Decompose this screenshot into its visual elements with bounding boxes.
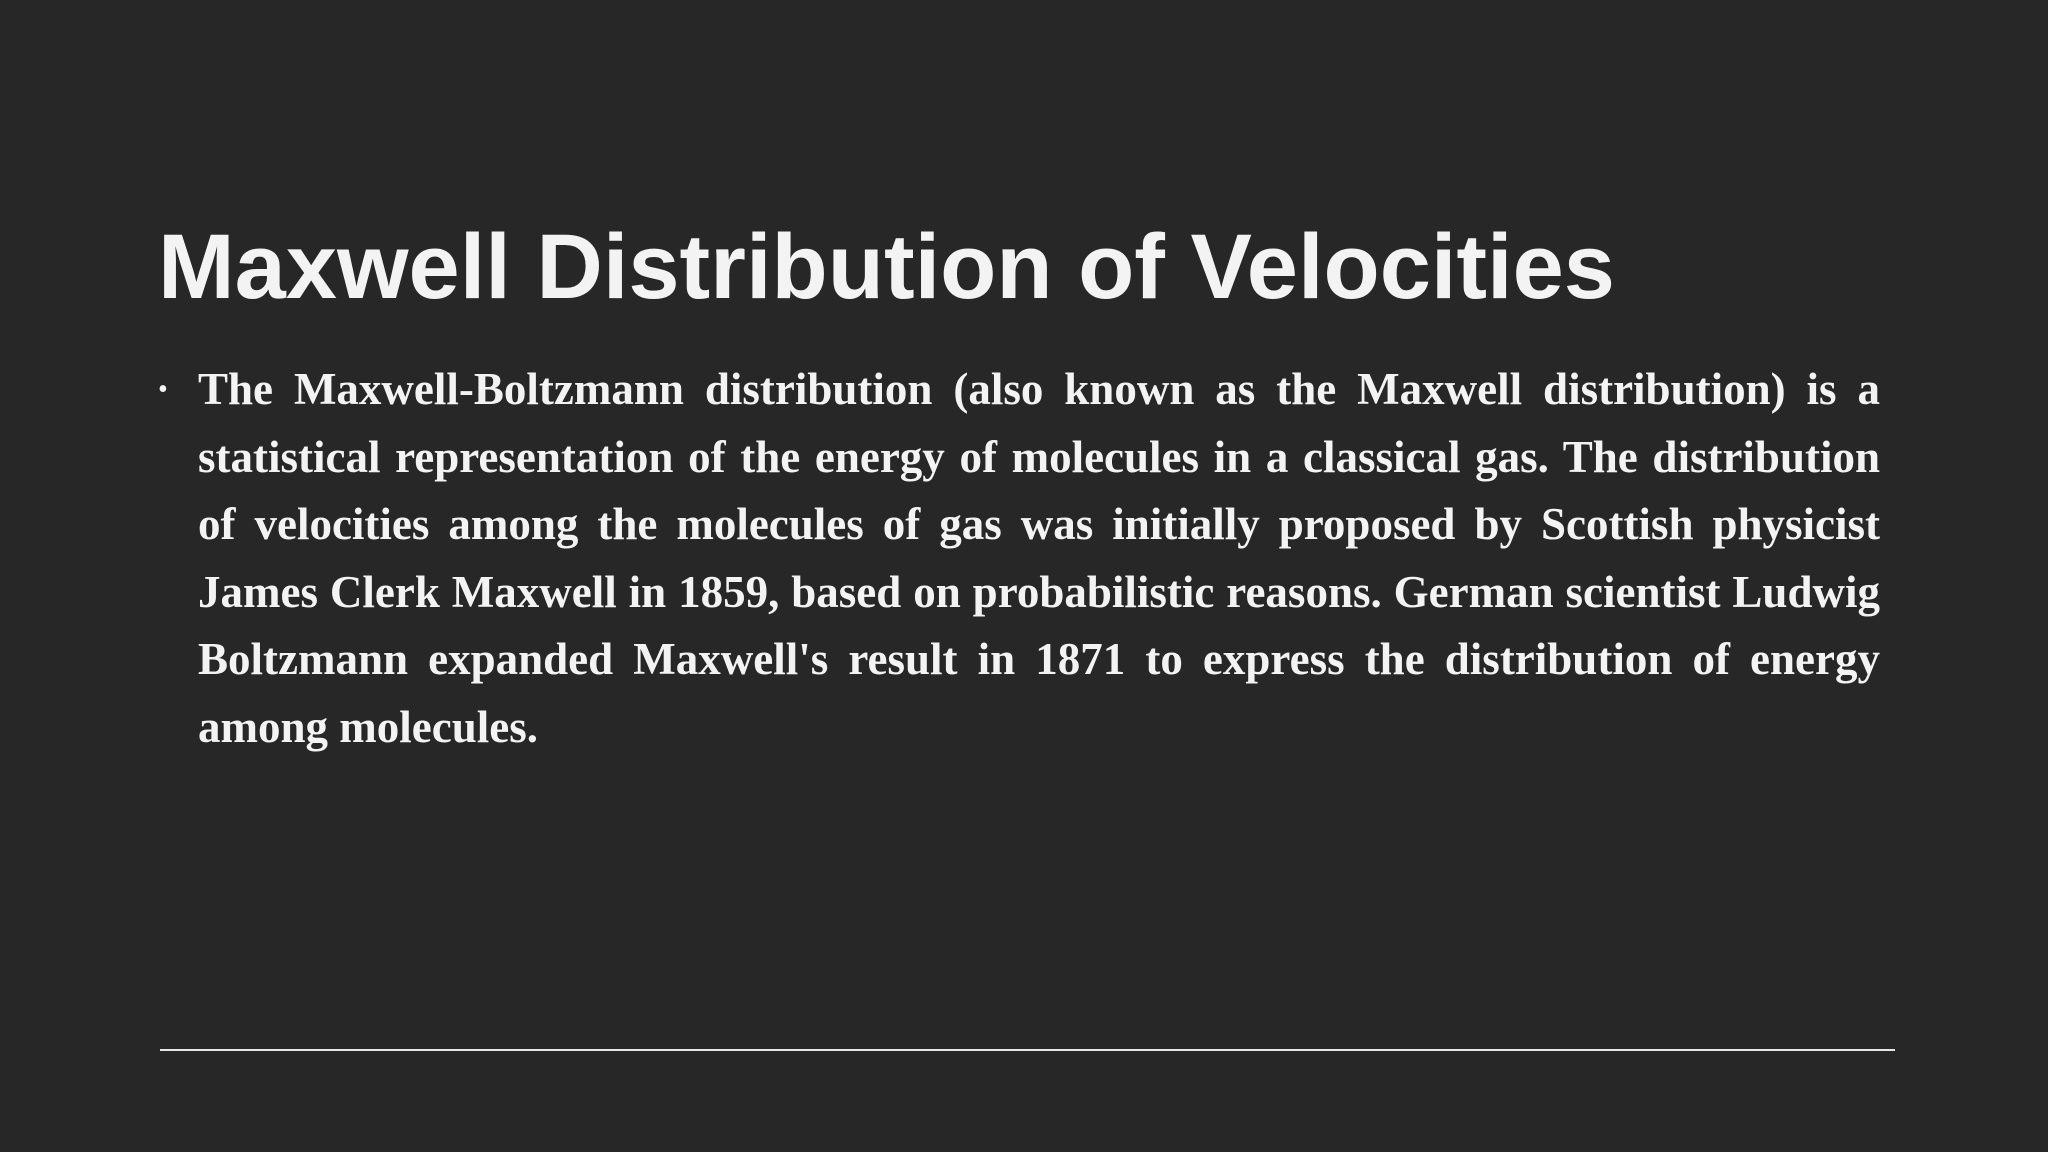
bullet-dot-icon: • (158, 374, 168, 405)
slide-title: Maxwell Distribution of Velocities (158, 216, 1615, 318)
bullet-text: The Maxwell-Boltzmann distribution (also known as the Maxwell distribution) is a statistical representation of the energy of molecules in a classical gas. The distribution of velocities among the molecules of gas was initially proposed by Scottish physicist James Clerk Maxwell in 1859, based on probabilistic reasons. German scientist Ludwig Boltzmann expanded Maxwell's result in 1871 to express the distribution of energy among molecules. (198, 364, 1880, 752)
bullet-item (158, 356, 1880, 761)
footer-divider (160, 1049, 1895, 1051)
